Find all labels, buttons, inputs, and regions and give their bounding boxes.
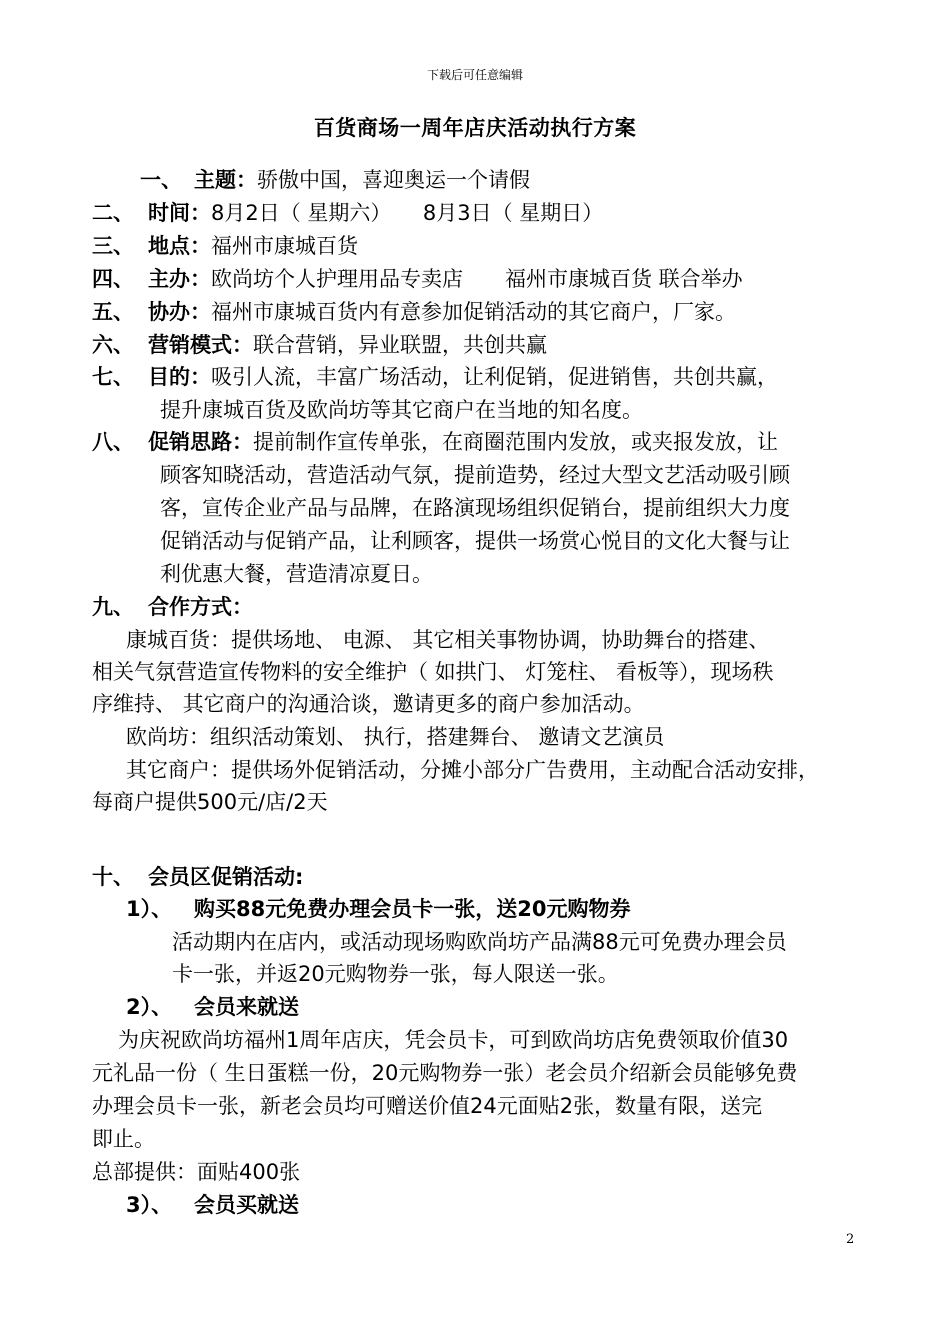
- section-text: 骄傲中国，喜迎奥运一个请假: [257, 168, 530, 192]
- paragraph-line: 活动期内在店内，或活动现场购欧尚坊产品满88元可免费办理会员: [172, 930, 787, 954]
- subsection-title: 购买88元免费办理会员卡一张，送20元购物券: [194, 897, 631, 921]
- subsection-2: [126, 992, 299, 1022]
- section-text: 提前制作宣传单张，在商圈范围内发放，或夹报发放，让: [253, 430, 778, 454]
- paragraph-line: 序维持、 其它商户的沟通洽谈，邀请更多的商户参加活动。: [92, 692, 645, 716]
- section-purpose-continued: 提升康城百货及欧尚坊等其它商户在当地的知名度。: [160, 398, 643, 422]
- section-organizer: [92, 264, 743, 294]
- section-label: 促销思路：: [148, 430, 253, 454]
- section-label: 主题：: [194, 168, 257, 192]
- subsection-number: 2）、: [126, 995, 173, 1019]
- section-number: 三、: [92, 234, 134, 258]
- paragraph-line: 元礼品一份（ 生日蛋糕一份，20元购物券一张）老会员介绍新会员能够免费: [92, 1061, 798, 1085]
- section-text: 吸引人流，丰富广场活动，让利促销，促进销售，共创共赢，: [211, 365, 778, 389]
- paragraph-line: 客，宣传企业产品与品牌，在路演现场组织促销台，提前组织大力度: [160, 496, 790, 520]
- section-text: 欧尚坊个人护理用品专卖店 福州市康城百货 联合举办: [211, 267, 743, 291]
- subsection-1: [126, 894, 630, 924]
- paragraph-line: 相关气氛营造宣传物料的安全维护（ 如拱门、 灯笼柱、 看板等），现场秩: [92, 660, 774, 684]
- section-number: 二、: [92, 201, 134, 225]
- section-number: 八、: [92, 430, 134, 454]
- paragraph-line: 康城百货：提供场地、 电源、 其它相关事物协调，协助舞台的搭建、: [126, 628, 770, 652]
- paragraph-line: 即止。: [92, 1127, 155, 1151]
- subsection-3: [126, 1190, 299, 1220]
- section-number: 七、: [92, 365, 134, 389]
- section-theme: [140, 165, 530, 195]
- paragraph-line: 每商户提供500元/店/2天: [92, 790, 328, 814]
- section-number: 十、: [92, 865, 134, 889]
- page-number: 2: [846, 1232, 855, 1247]
- section-member-promotion: [92, 862, 303, 892]
- section-text: 福州市康城百货内有意参加促销活动的其它商户，厂家。: [211, 300, 736, 324]
- section-location: [92, 231, 358, 261]
- section-label: 营销模式：: [148, 333, 253, 357]
- paragraph-line: 欧尚坊：组织活动策划、 执行，搭建舞台、 邀请文艺演员: [126, 725, 665, 749]
- section-label: 主办：: [148, 267, 211, 291]
- paragraph-line: 为庆祝欧尚坊福州1周年店庆，凭会员卡，可到欧尚坊店免费领取价值30: [118, 1028, 789, 1052]
- section-cooperation: [92, 592, 253, 622]
- paragraph-line: 促销活动与促销产品，让利顾客，提供一场赏心悦目的文化大餐与让: [160, 529, 790, 553]
- subsection-number: 1）、: [126, 897, 173, 921]
- subsection-title: 会员买就送: [194, 1193, 299, 1217]
- header-note: 下载后可任意编辑: [426, 68, 523, 82]
- section-number: 四、: [92, 267, 134, 291]
- section-label: 协办：: [148, 300, 211, 324]
- section-label: 时间：: [148, 201, 211, 225]
- paragraph-line: 总部提供：面贴400张: [92, 1160, 301, 1184]
- section-number: 六、: [92, 333, 134, 357]
- paragraph-line: 卡一张，并返20元购物券一张，每人限送一张。: [172, 962, 619, 986]
- paragraph-line: 其它商户：提供场外促销活动，分摊小部分广告费用，主动配合活动安排，: [126, 758, 819, 782]
- section-label: 目的：: [148, 365, 211, 389]
- subsection-number: 3）、: [126, 1193, 173, 1217]
- section-co-organizer: [92, 297, 736, 327]
- section-number: 一、: [140, 168, 182, 192]
- subsection-title: 会员来就送: [194, 995, 299, 1019]
- section-text: 8月2日（ 星期六） 8月3日（ 星期日）: [211, 201, 604, 225]
- paragraph-line: 利优惠大餐，营造清凉夏日。: [160, 562, 433, 586]
- section-label: 地点：: [148, 234, 211, 258]
- document-title: 百货商场一周年店庆活动执行方案: [313, 116, 637, 140]
- section-marketing-mode: [92, 330, 547, 360]
- section-label: 合作方式：: [148, 595, 253, 619]
- paragraph-line: 顾客知晓活动，营造活动气氛，提前造势，经过大型文艺活动吸引顾: [160, 463, 790, 487]
- section-purpose: [92, 362, 778, 392]
- section-number: 五、: [92, 300, 134, 324]
- section-promotion-idea: [92, 427, 778, 457]
- section-label: 会员区促销活动:: [148, 865, 304, 889]
- section-number: 九、: [92, 595, 134, 619]
- section-time: [92, 198, 603, 228]
- paragraph-line: 办理会员卡一张，新老会员均可赠送价值24元面贴2张，数量有限，送完: [92, 1094, 763, 1118]
- section-text: 福州市康城百货: [211, 234, 358, 258]
- section-text: 联合营销，异业联盟，共创共赢: [253, 333, 547, 357]
